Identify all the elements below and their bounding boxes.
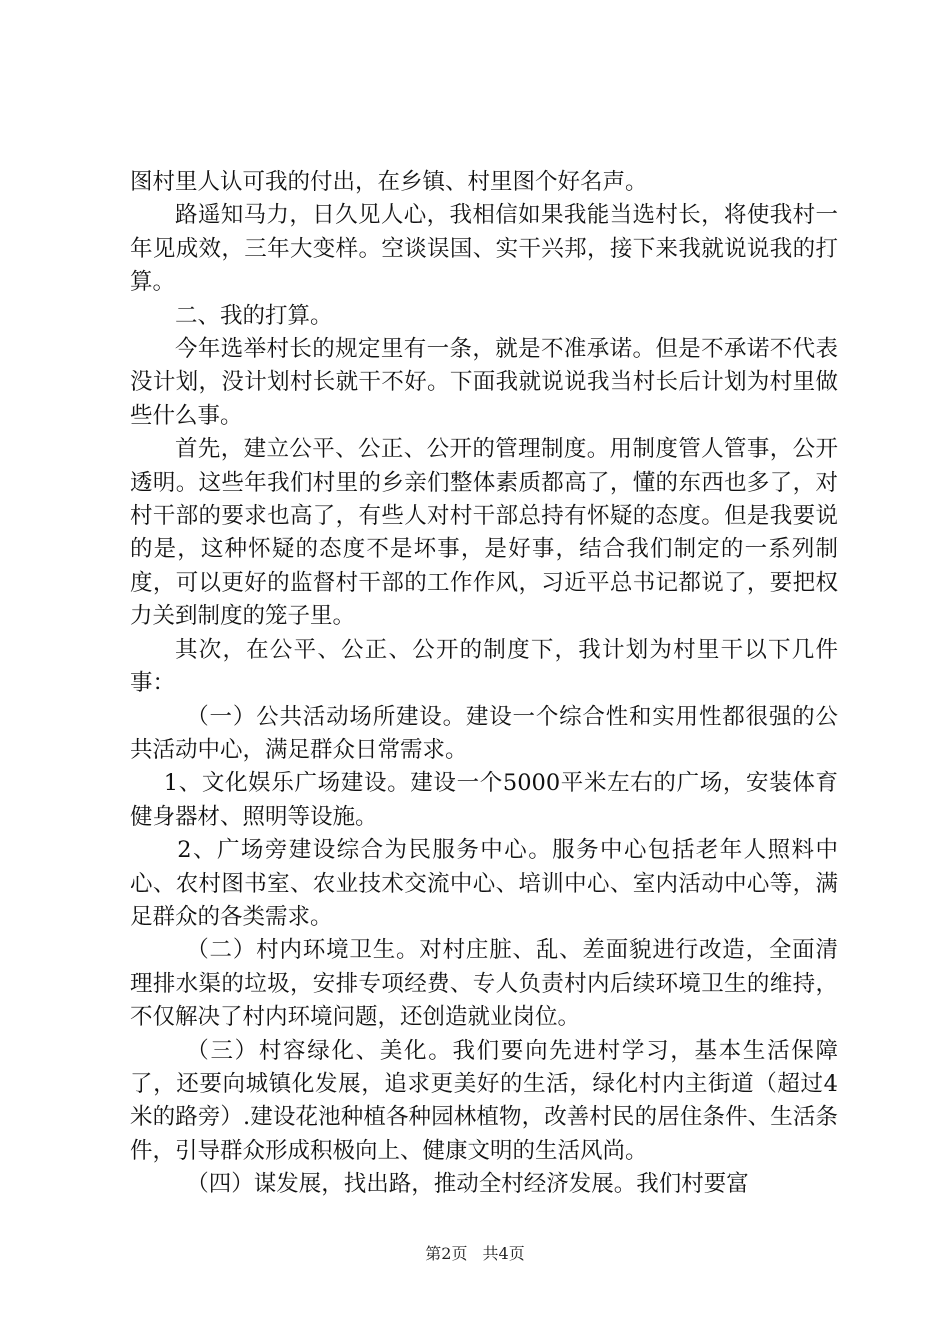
item-public-space: （一）公共活动场所建设。建设一个综合性和实用性都很强的公共活动中心，满足群众日常需求。 [130, 703, 838, 763]
page-footer [0, 1244, 950, 1264]
item-economic-development: （四）谋发展，找出路，推动全村经济发展。我们村要富 [186, 1171, 749, 1198]
item-culture-square: 1、文化娱乐广场建设。建设一个5000平米左右的广场，安装体育健身器材、照明等设施。 [130, 770, 838, 830]
paragraph-tasks-intro: 其次，在公平、公正、公开的制度下，我计划为村里干以下几件事： [130, 636, 838, 697]
page-total: 共4页 [482, 1244, 525, 1263]
paragraph-introduction: 路遥知马力，日久见人心，我相信如果我能当选村长，将使我村一年见成效，三年大变样。空谈误国、实干兴邦，接下来我就说说我的打算。 [130, 202, 838, 296]
item-village-greening: （三）村容绿化、美化。我们要向先进村学习，基本生活保障了，还要向城镇化发展，追求更美好的生活，绿化村内主街道（超过4米的路旁）.建设花池种植各种园林植物，改善村民的居住条件、生活条件，引导群众形成积极向上、健康文明的生活风尚。 [130, 1037, 838, 1164]
paragraph-election-rule: 今年选举村长的规定里有一条，就是不准承诺。但是不承诺不代表没计划，没计划村长就干不好。下面我就说说我当村长后计划为村里做些什么事。 [130, 336, 838, 429]
paragraph-continuation: 图村里人认可我的付出，在乡镇、村里图个好名声。 [130, 169, 648, 195]
document-body [130, 166, 838, 1202]
paragraph-management-system: 首先，建立公平、公正、公开的管理制度。用制度管人管事，公开透明。这些年我们村里的乡亲们整体素质都高了，懂的东西也多了，对村干部的要求也高了，有些人对村干部总持有怀疑的态度。但是我要说的是，这种怀疑的态度不是坏事，是好事，结合我们制定的一系列制度，可以更好的监督村干部的工作作风，习近平总书记都说了，要把权力关到制度的笼子里。 [130, 436, 838, 630]
item-service-center: 2、广场旁建设综合为民服务中心。服务中心包括老年人照料中心、农村图书室、农业技术交流中心、培训中心、室内活动中心等，满足群众的各类需求。 [130, 837, 838, 930]
item-environment-sanitation: （二）村内环境卫生。对村庄脏、乱、差面貌进行改造，全面清理排水渠的垃圾，安排专项经费、专人负责村内后续环境卫生的维持，不仅解决了村内环境问题，还创造就业岗位。 [130, 937, 838, 1031]
page-number: 第2页 [425, 1244, 468, 1263]
section-heading-plan: 二、我的打算。 [175, 302, 333, 329]
